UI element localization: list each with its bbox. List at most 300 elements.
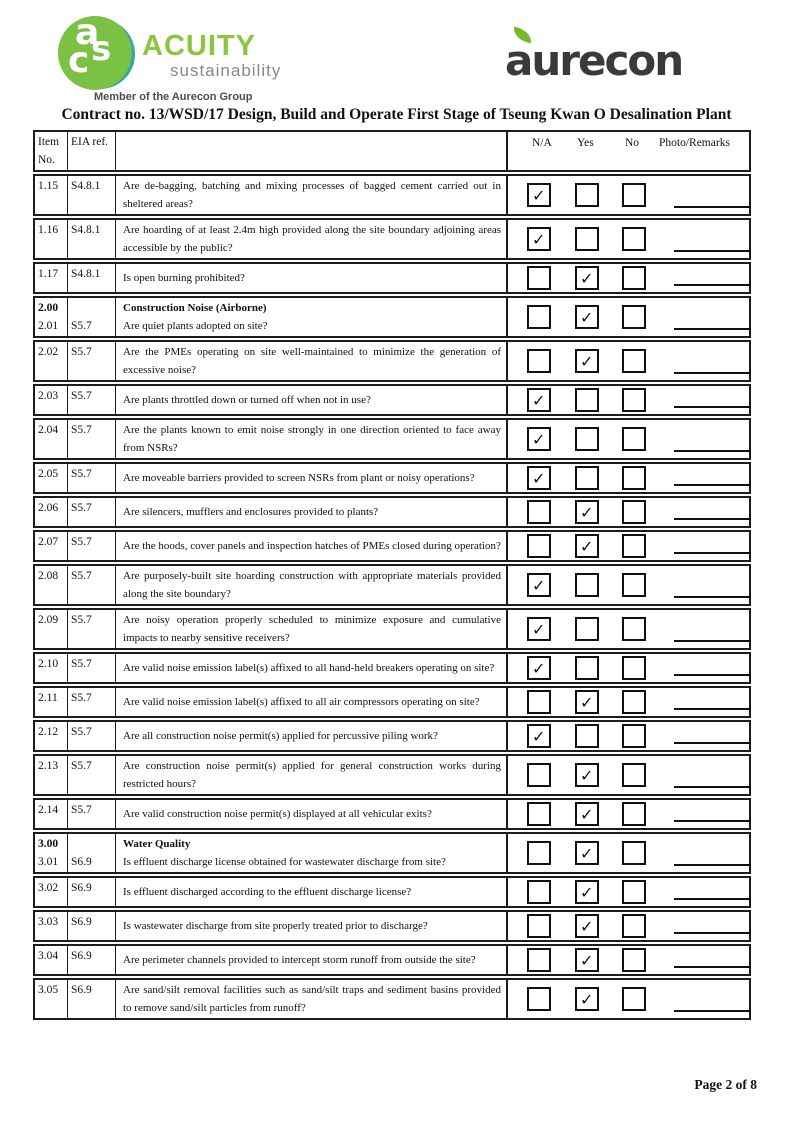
header-item-no bbox=[35, 132, 68, 170]
answer-cell bbox=[508, 980, 749, 1018]
checkbox-no[interactable] bbox=[622, 227, 646, 251]
inspection-checklist-table bbox=[33, 130, 751, 1022]
item-cell bbox=[35, 980, 68, 1018]
eia-cell bbox=[68, 532, 116, 560]
header-question-column bbox=[116, 132, 508, 170]
checkbox-yes[interactable] bbox=[575, 724, 599, 748]
question-cell bbox=[116, 342, 508, 380]
remarks-blank-line[interactable] bbox=[674, 674, 751, 676]
remarks-blank-line[interactable] bbox=[674, 932, 751, 934]
checkbox-na[interactable] bbox=[527, 724, 551, 748]
brand-header bbox=[58, 14, 753, 114]
checklist-row bbox=[33, 608, 751, 650]
item-number: 2.02 bbox=[38, 346, 59, 358]
checkbox-no[interactable] bbox=[622, 500, 646, 524]
monogram-letter-c: c bbox=[68, 40, 90, 81]
item-number: 3.01 bbox=[38, 856, 59, 868]
page-number: Page 2 of 8 bbox=[694, 1077, 757, 1092]
eia-ref: S5.7 bbox=[71, 570, 92, 582]
header-yes-label: Yes bbox=[577, 137, 594, 149]
question-wrap bbox=[123, 421, 501, 457]
checkbox-yes[interactable] bbox=[575, 802, 599, 826]
checkbox-no[interactable] bbox=[622, 763, 646, 787]
remarks-blank-line[interactable] bbox=[674, 406, 751, 408]
checkbox-yes[interactable] bbox=[575, 427, 599, 451]
checkbox-no[interactable] bbox=[622, 466, 646, 490]
checkbox-no[interactable] bbox=[622, 388, 646, 412]
question-wrap bbox=[123, 537, 501, 555]
item-cell bbox=[35, 566, 68, 604]
section-number: 2.00 bbox=[38, 302, 59, 314]
question-text: Are the hoods, cover panels and inspection hatches of PMEs closed during operation? bbox=[123, 540, 501, 552]
eia-ref: S5.7 bbox=[71, 726, 92, 738]
checkbox-no[interactable] bbox=[622, 724, 646, 748]
check-mark-icon: ✓ bbox=[580, 766, 594, 785]
check-mark-icon: ✓ bbox=[580, 537, 594, 556]
checkbox-yes[interactable] bbox=[575, 880, 599, 904]
eia-ref: S6.9 bbox=[71, 856, 92, 868]
acuity-member-text: Member of the Aurecon Group bbox=[94, 91, 253, 103]
answer-cell bbox=[508, 688, 749, 716]
checkbox-na[interactable] bbox=[527, 500, 551, 524]
header-item-line1: Item bbox=[38, 136, 60, 148]
header-na-label: N/A bbox=[532, 137, 552, 149]
checkbox-yes[interactable] bbox=[575, 617, 599, 641]
question-cell bbox=[116, 834, 508, 872]
question-text: Are purposely-built site hoarding construction with appropriate materials provided along the site boundary? bbox=[123, 570, 501, 600]
section-number: 3.00 bbox=[38, 838, 59, 850]
checkbox-no[interactable] bbox=[622, 948, 646, 972]
checkbox-yes[interactable] bbox=[575, 266, 599, 290]
checkbox-no[interactable] bbox=[622, 617, 646, 641]
check-mark-icon: ✓ bbox=[532, 659, 546, 678]
item-cell bbox=[35, 386, 68, 414]
checkbox-no[interactable] bbox=[622, 656, 646, 680]
question-wrap bbox=[123, 883, 501, 901]
question-cell bbox=[116, 654, 508, 682]
eia-ref: S4.8.1 bbox=[71, 268, 101, 280]
answer-cell bbox=[508, 498, 749, 526]
item-cell bbox=[35, 800, 68, 828]
question-wrap bbox=[123, 951, 501, 969]
item-number: 3.02 bbox=[38, 882, 59, 894]
checklist-row bbox=[33, 910, 751, 942]
remarks-blank-line[interactable] bbox=[674, 864, 751, 866]
question-text: Is open burning prohibited? bbox=[123, 272, 245, 284]
checkbox-no[interactable] bbox=[622, 305, 646, 329]
question-wrap bbox=[123, 693, 501, 711]
remarks-blank-line[interactable] bbox=[674, 898, 751, 900]
item-cell bbox=[35, 342, 68, 380]
question-text: Are the plants known to emit noise strongly in one direction oriented to face away from NSRs? bbox=[123, 424, 501, 454]
eia-ref: S5.7 bbox=[71, 390, 92, 402]
checkbox-yes[interactable] bbox=[575, 183, 599, 207]
check-mark-icon: ✓ bbox=[532, 727, 546, 746]
checkbox-no[interactable] bbox=[622, 841, 646, 865]
question-wrap bbox=[123, 981, 501, 1017]
answer-cell bbox=[508, 220, 749, 258]
item-cell bbox=[35, 420, 68, 458]
answer-cell bbox=[508, 298, 749, 336]
question-text: Is effluent discharge license obtained for wastewater discharge from site? bbox=[123, 856, 446, 868]
checklist-row bbox=[33, 876, 751, 908]
remarks-blank-line[interactable] bbox=[674, 640, 751, 642]
checkbox-na[interactable] bbox=[527, 266, 551, 290]
eia-cell bbox=[68, 912, 116, 940]
checklist-row bbox=[33, 686, 751, 718]
remarks-blank-line[interactable] bbox=[674, 250, 751, 252]
item-cell bbox=[35, 654, 68, 682]
answer-cell bbox=[508, 654, 749, 682]
checkbox-na[interactable] bbox=[527, 227, 551, 251]
eia-cell bbox=[68, 298, 116, 336]
question-cell bbox=[116, 946, 508, 974]
question-cell bbox=[116, 386, 508, 414]
section-title: Construction Noise (Airborne) bbox=[123, 302, 267, 314]
item-number: 3.04 bbox=[38, 950, 59, 962]
answer-cell bbox=[508, 610, 749, 648]
checkbox-na[interactable] bbox=[527, 987, 551, 1011]
item-number: 2.11 bbox=[38, 692, 58, 704]
checkbox-yes[interactable] bbox=[575, 573, 599, 597]
question-text: Are all construction noise permit(s) applied for percussive piling work? bbox=[123, 730, 438, 742]
eia-cell bbox=[68, 756, 116, 794]
item-cell bbox=[35, 946, 68, 974]
item-number: 1.17 bbox=[38, 268, 59, 280]
question-text: Are sand/silt removal facilities such as sand/silt traps and sediment basins provided to remove sand/silt particles from runoff? bbox=[123, 984, 501, 1014]
checkbox-yes[interactable] bbox=[575, 227, 599, 251]
item-cell bbox=[35, 688, 68, 716]
question-wrap bbox=[123, 659, 501, 677]
question-wrap bbox=[123, 299, 501, 335]
item-cell bbox=[35, 498, 68, 526]
eia-cell bbox=[68, 498, 116, 526]
question-wrap bbox=[123, 727, 501, 745]
question-wrap bbox=[123, 757, 501, 793]
remarks-blank-line[interactable] bbox=[674, 820, 751, 822]
check-mark-icon: ✓ bbox=[580, 693, 594, 712]
checklist-row bbox=[33, 384, 751, 416]
remarks-blank-line[interactable] bbox=[674, 708, 751, 710]
answer-cell bbox=[508, 566, 749, 604]
item-number: 2.06 bbox=[38, 502, 59, 514]
check-mark-icon: ✓ bbox=[580, 917, 594, 936]
question-cell bbox=[116, 756, 508, 794]
eia-ref: S5.7 bbox=[71, 424, 92, 436]
eia-cell bbox=[68, 878, 116, 906]
checklist-row bbox=[33, 496, 751, 528]
section-title: Water Quality bbox=[123, 838, 191, 850]
question-cell bbox=[116, 176, 508, 214]
question-cell bbox=[116, 532, 508, 560]
checkbox-yes[interactable] bbox=[575, 534, 599, 558]
remarks-blank-line[interactable] bbox=[674, 786, 751, 788]
checkbox-yes[interactable] bbox=[575, 914, 599, 938]
checkbox-no[interactable] bbox=[622, 880, 646, 904]
eia-cell bbox=[68, 946, 116, 974]
eia-ref: S5.7 bbox=[71, 502, 92, 514]
checkbox-no[interactable] bbox=[622, 802, 646, 826]
checkbox-yes[interactable] bbox=[575, 466, 599, 490]
item-number: 2.01 bbox=[38, 320, 59, 332]
question-wrap bbox=[123, 177, 501, 213]
answer-cell bbox=[508, 834, 749, 872]
answer-cell bbox=[508, 722, 749, 750]
eia-cell bbox=[68, 566, 116, 604]
aurecon-logo bbox=[505, 26, 745, 96]
check-mark-icon: ✓ bbox=[532, 391, 546, 410]
remarks-blank-line[interactable] bbox=[674, 328, 751, 330]
remarks-blank-line[interactable] bbox=[674, 450, 751, 452]
checkbox-na[interactable] bbox=[527, 534, 551, 558]
checklist-row bbox=[33, 462, 751, 494]
check-mark-icon: ✓ bbox=[580, 352, 594, 371]
eia-cell bbox=[68, 688, 116, 716]
question-text: Is effluent discharged according to the effluent discharge license? bbox=[123, 886, 412, 898]
item-cell bbox=[35, 264, 68, 292]
eia-cell bbox=[68, 834, 116, 872]
checklist-row bbox=[33, 564, 751, 606]
remarks-blank-line[interactable] bbox=[674, 206, 751, 208]
eia-cell bbox=[68, 800, 116, 828]
question-cell bbox=[116, 800, 508, 828]
check-mark-icon: ✓ bbox=[580, 308, 594, 327]
checkbox-no[interactable] bbox=[622, 534, 646, 558]
checklist-row bbox=[33, 944, 751, 976]
checkbox-na[interactable] bbox=[527, 914, 551, 938]
question-wrap bbox=[123, 611, 501, 647]
eia-cell bbox=[68, 176, 116, 214]
monogram-letter-s: s bbox=[91, 29, 112, 69]
checkbox-yes[interactable] bbox=[575, 841, 599, 865]
checkbox-yes[interactable] bbox=[575, 948, 599, 972]
check-mark-icon: ✓ bbox=[580, 269, 594, 288]
remarks-blank-line[interactable] bbox=[674, 518, 751, 520]
checkbox-na[interactable] bbox=[527, 466, 551, 490]
question-wrap bbox=[123, 343, 501, 379]
question-text: Are construction noise permit(s) applied for general construction works during restricted hours? bbox=[123, 760, 501, 790]
acuity-monogram-icon bbox=[58, 12, 132, 90]
eia-ref: S6.9 bbox=[71, 882, 92, 894]
remarks-blank-line[interactable] bbox=[674, 1010, 751, 1012]
remarks-blank-line[interactable] bbox=[674, 552, 751, 554]
eia-ref: S5.7 bbox=[71, 804, 92, 816]
eia-cell bbox=[68, 654, 116, 682]
remarks-blank-line[interactable] bbox=[674, 372, 751, 374]
checklist-row bbox=[33, 530, 751, 562]
item-cell bbox=[35, 220, 68, 258]
eia-ref: S5.7 bbox=[71, 692, 92, 704]
checklist-row bbox=[33, 296, 751, 338]
header-answer-column bbox=[508, 132, 749, 170]
checkbox-yes[interactable] bbox=[575, 656, 599, 680]
checkbox-yes[interactable] bbox=[575, 987, 599, 1011]
checkbox-na[interactable] bbox=[527, 183, 551, 207]
question-cell bbox=[116, 264, 508, 292]
remarks-blank-line[interactable] bbox=[674, 596, 751, 598]
question-wrap bbox=[123, 835, 501, 871]
monogram-letter-a: a bbox=[75, 12, 100, 53]
check-mark-icon: ✓ bbox=[532, 469, 546, 488]
check-mark-icon: ✓ bbox=[580, 990, 594, 1009]
checklist-row bbox=[33, 652, 751, 684]
checkbox-yes[interactable] bbox=[575, 690, 599, 714]
question-text: Are valid noise emission label(s) affixed to all air compressors operating on site? bbox=[123, 696, 480, 708]
acuity-logo bbox=[58, 14, 318, 110]
checkbox-no[interactable] bbox=[622, 183, 646, 207]
checkbox-na[interactable] bbox=[527, 948, 551, 972]
eia-ref: S5.7 bbox=[71, 614, 92, 626]
checkbox-na[interactable] bbox=[527, 690, 551, 714]
checkbox-na[interactable] bbox=[527, 427, 551, 451]
checkbox-no[interactable] bbox=[622, 349, 646, 373]
acuity-circle-green bbox=[58, 12, 132, 90]
checklist-row bbox=[33, 262, 751, 294]
check-mark-icon: ✓ bbox=[580, 844, 594, 863]
checkbox-no[interactable] bbox=[622, 573, 646, 597]
item-number: 2.05 bbox=[38, 468, 59, 480]
item-cell bbox=[35, 834, 68, 872]
question-text: Are valid noise emission label(s) affixed to all hand-held breakers operating on site? bbox=[123, 662, 495, 674]
question-wrap bbox=[123, 221, 501, 257]
acuity-subtitle: sustainability bbox=[170, 61, 282, 80]
eia-cell bbox=[68, 980, 116, 1018]
eia-cell bbox=[68, 220, 116, 258]
header-remarks-label: Photo/Remarks bbox=[659, 137, 730, 149]
item-number: 2.12 bbox=[38, 726, 59, 738]
question-text: Are quiet plants adopted on site? bbox=[123, 320, 268, 332]
checkbox-no[interactable] bbox=[622, 266, 646, 290]
item-number: 2.07 bbox=[38, 536, 59, 548]
checkbox-na[interactable] bbox=[527, 841, 551, 865]
checklist-row bbox=[33, 978, 751, 1020]
question-text: Are noisy operation properly scheduled to minimize exposure and cumulative impacts to nearby sensitive receivers? bbox=[123, 614, 501, 644]
check-mark-icon: ✓ bbox=[580, 805, 594, 824]
eia-cell bbox=[68, 264, 116, 292]
check-mark-icon: ✓ bbox=[532, 230, 546, 249]
header-item-line2: No. bbox=[38, 154, 55, 166]
checkbox-na[interactable] bbox=[527, 388, 551, 412]
question-cell bbox=[116, 498, 508, 526]
checkbox-no[interactable] bbox=[622, 914, 646, 938]
question-text: Are the PMEs operating on site well-maintained to minimize the generation of excessive noise? bbox=[123, 346, 501, 376]
question-cell bbox=[116, 688, 508, 716]
question-text: Are de-bagging, batching and mixing processes of bagged cement carried out in sheltered areas? bbox=[123, 180, 501, 210]
checkbox-yes[interactable] bbox=[575, 388, 599, 412]
checkbox-na[interactable] bbox=[527, 349, 551, 373]
checkbox-na[interactable] bbox=[527, 305, 551, 329]
checkbox-yes[interactable] bbox=[575, 763, 599, 787]
remarks-blank-line[interactable] bbox=[674, 742, 751, 744]
remarks-blank-line[interactable] bbox=[674, 284, 751, 286]
question-cell bbox=[116, 464, 508, 492]
eia-cell bbox=[68, 464, 116, 492]
question-wrap bbox=[123, 269, 501, 287]
eia-cell bbox=[68, 386, 116, 414]
question-wrap bbox=[123, 391, 501, 409]
check-mark-icon: ✓ bbox=[532, 186, 546, 205]
answer-cell bbox=[508, 464, 749, 492]
checkbox-na[interactable] bbox=[527, 573, 551, 597]
checkbox-no[interactable] bbox=[622, 690, 646, 714]
checkbox-na[interactable] bbox=[527, 763, 551, 787]
answer-cell bbox=[508, 264, 749, 292]
question-cell bbox=[116, 878, 508, 906]
check-mark-icon: ✓ bbox=[580, 883, 594, 902]
checklist-row bbox=[33, 340, 751, 382]
eia-cell bbox=[68, 342, 116, 380]
item-cell bbox=[35, 722, 68, 750]
eia-ref: S6.9 bbox=[71, 916, 92, 928]
remarks-blank-line[interactable] bbox=[674, 484, 751, 486]
checklist-row bbox=[33, 798, 751, 830]
answer-cell bbox=[508, 800, 749, 828]
aurecon-wordmark: aurecon bbox=[505, 36, 683, 85]
item-number: 2.14 bbox=[38, 804, 59, 816]
checklist-row bbox=[33, 832, 751, 874]
checklist-row bbox=[33, 174, 751, 216]
item-number: 2.04 bbox=[38, 424, 59, 436]
question-text: Are hoarding of at least 2.4m high provided along the site boundary adjoining areas accessible by the public? bbox=[123, 224, 501, 254]
item-number: 2.10 bbox=[38, 658, 59, 670]
checkbox-yes[interactable] bbox=[575, 305, 599, 329]
item-number: 3.05 bbox=[38, 984, 59, 996]
eia-cell bbox=[68, 610, 116, 648]
question-wrap bbox=[123, 469, 501, 487]
checkbox-no[interactable] bbox=[622, 427, 646, 451]
item-cell bbox=[35, 878, 68, 906]
checkbox-no[interactable] bbox=[622, 987, 646, 1011]
eia-ref: S5.7 bbox=[71, 468, 92, 480]
question-wrap bbox=[123, 567, 501, 603]
question-cell bbox=[116, 298, 508, 336]
eia-ref: S5.7 bbox=[71, 320, 92, 332]
acuity-wordmark: ACUITY bbox=[142, 30, 256, 62]
checkbox-na[interactable] bbox=[527, 880, 551, 904]
answer-cell bbox=[508, 912, 749, 940]
item-cell bbox=[35, 298, 68, 336]
checkbox-na[interactable] bbox=[527, 802, 551, 826]
item-cell bbox=[35, 756, 68, 794]
answer-cell bbox=[508, 878, 749, 906]
question-cell bbox=[116, 980, 508, 1018]
question-text: Is wastewater discharge from site properly treated prior to discharge? bbox=[123, 920, 428, 932]
checkbox-yes[interactable] bbox=[575, 500, 599, 524]
header-no-label: No bbox=[625, 137, 640, 149]
answer-cell bbox=[508, 756, 749, 794]
answer-cell bbox=[508, 176, 749, 214]
contract-title: Contract no. 13/WSD/17 Design, Build and Operate First Stage of Tseung Kwan O Desalination Plant bbox=[61, 106, 732, 123]
eia-ref: S4.8.1 bbox=[71, 224, 101, 236]
question-text: Are silencers, mufflers and enclosures provided to plants? bbox=[123, 506, 379, 518]
remarks-blank-line[interactable] bbox=[674, 966, 751, 968]
answer-cell bbox=[508, 386, 749, 414]
item-cell bbox=[35, 912, 68, 940]
eia-ref: S5.7 bbox=[71, 658, 92, 670]
item-number: 1.15 bbox=[38, 180, 59, 192]
question-text: Are perimeter channels provided to intercept storm runoff from outside the site? bbox=[123, 954, 476, 966]
question-wrap bbox=[123, 805, 501, 823]
table-header-row bbox=[33, 130, 751, 172]
item-cell bbox=[35, 176, 68, 214]
checkbox-yes[interactable] bbox=[575, 349, 599, 373]
check-mark-icon: ✓ bbox=[532, 430, 546, 449]
checkbox-na[interactable] bbox=[527, 617, 551, 641]
checklist-row bbox=[33, 218, 751, 260]
item-number: 2.08 bbox=[38, 570, 59, 582]
header-eia-ref: EIA ref. bbox=[68, 132, 116, 170]
checkbox-na[interactable] bbox=[527, 656, 551, 680]
